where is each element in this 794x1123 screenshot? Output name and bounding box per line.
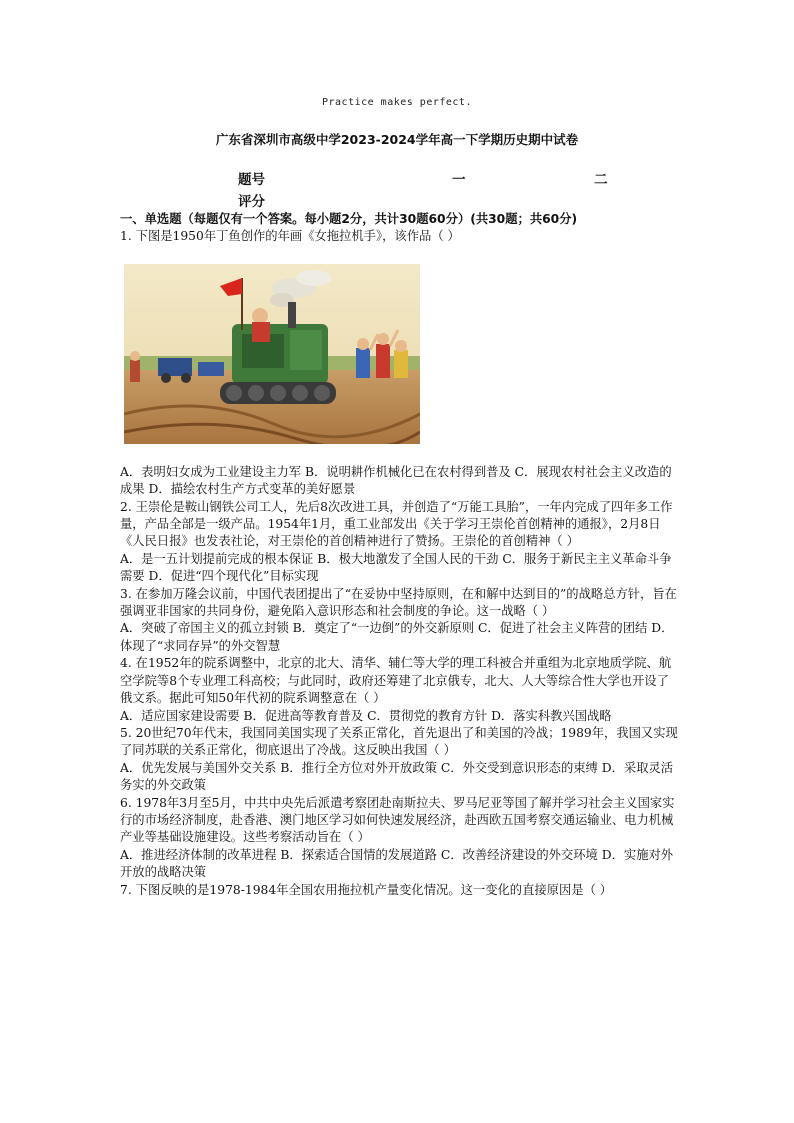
score-table: [238, 168, 638, 212]
question-3-stem: 3. 在参加万隆会议前，中国代表团提出了“在妥协中坚持原则，在和解中达到目的”的战略总方针，旨在强调亚非国家的共同身份，避免陷入意识形态和社会制度的争论。这一战略（ ）: [120, 586, 677, 619]
question-list: [120, 211, 680, 899]
page-motto: Practice makes perfect.: [322, 97, 472, 108]
tractor-painting-image: [124, 264, 420, 444]
question-3-options: A．突破了帝国主义的孤立封锁 B．奠定了“一边倒”的外交新原则 C．促进了社会主义阵营的团结 D．体现了“求同存异”的外交智慧: [120, 621, 674, 653]
score-table-score-label: 评分: [238, 194, 265, 210]
question-5-options: A．优先发展与美国外交关系 B．推行全方位对外开放政策 C．外交受到意识形态的束缚 D．采取灵活务实的外交政策: [120, 760, 674, 793]
question-1-options: A．表明妇女成为工业建设主力军 B．说明耕作机械化已在农村得到普及 C．展现农村社会主义改造的成果 D．描绘农村生产方式变革的美好愿景: [120, 464, 672, 497]
section-heading: 一、单选题（每题仅有一个答案。每小题2分，共计30题60分）(共30题；共60分): [120, 212, 578, 226]
tractor-painting-figure: [124, 264, 420, 444]
question-6-stem: 6. 1978年3月至5月，中共中央先后派遣考察团赴南斯拉夫、罗马尼亚等国了解并学习社会主义国家实行的市场经济制度，赴香港、澳门地区学习如何快速发展经济，赴西欧五国考察交通运输业、电力机械产业等基础设施建设。这些考察活动旨在（ ）: [120, 795, 675, 845]
question-6-options: A．推进经济体制的改革进程 B．探索适合国情的发展道路 C．改善经济建设的外交环境 D．实施对外开放的战略决策: [120, 847, 674, 880]
score-table-col-2: 二: [594, 172, 608, 188]
question-1-stem: 1. 下图是1950年丁鱼创作的年画《女拖拉机手》，该作品（ ）: [120, 229, 460, 244]
score-table-row-score: [238, 190, 638, 212]
question-7-stem: 7. 下图反映的是1978-1984年全国农用拖拉机产量变化情况。这一变化的直接原因是（ ）: [120, 882, 613, 897]
exam-title: 广东省深圳市高级中学2023-2024学年高一下学期历史期中试卷: [215, 132, 579, 147]
score-table-header-label: 题号: [238, 172, 265, 188]
question-4-options: A．适应国家建设需要 B．促进高等教育普及 C．贯彻党的教育方针 D．落实科教兴国战略: [120, 708, 612, 723]
question-2-options: A．是一五计划提前完成的根本保证 B．极大地激发了全国人民的干劲 C．服务于新民主主义革命斗争需要 D．促进“四个现代化”目标实现: [120, 551, 672, 584]
question-4-stem: 4. 在1952年的院系调整中，北京的北大、清华、辅仁等大学的理工科被合并重组为北京地质学院、航空学院等8个专业理工科高校；与此同时，政府还筹建了北京俄专，北大、人大等综合性大学也开设了俄文系。据此可知50年代初的院系调整意在（ ）: [120, 656, 672, 706]
question-2-stem: 2. 王崇伦是鞍山钢铁公司工人，先后8次改进工具，并创造了“万能工具胎”，一年内完成了四年多工作量，产品全部是一级产品。1954年1月，重工业部发出《关于学习王崇伦首创精神的通报》，2月8日《人民日报》也发表社论，对王崇伦的首创精神进行了赞扬。王崇伦的首创精神（ ）: [120, 499, 673, 549]
score-table-row-question-number: [238, 168, 638, 190]
question-5-stem: 5. 20世纪70年代末，我国同美国实现了关系正常化，首先退出了和美国的冷战；1989年，我国又实现了同苏联的关系正常化，彻底退出了冷战。这反映出我国（ ）: [120, 725, 678, 758]
score-table-col-1: 一: [452, 172, 466, 188]
